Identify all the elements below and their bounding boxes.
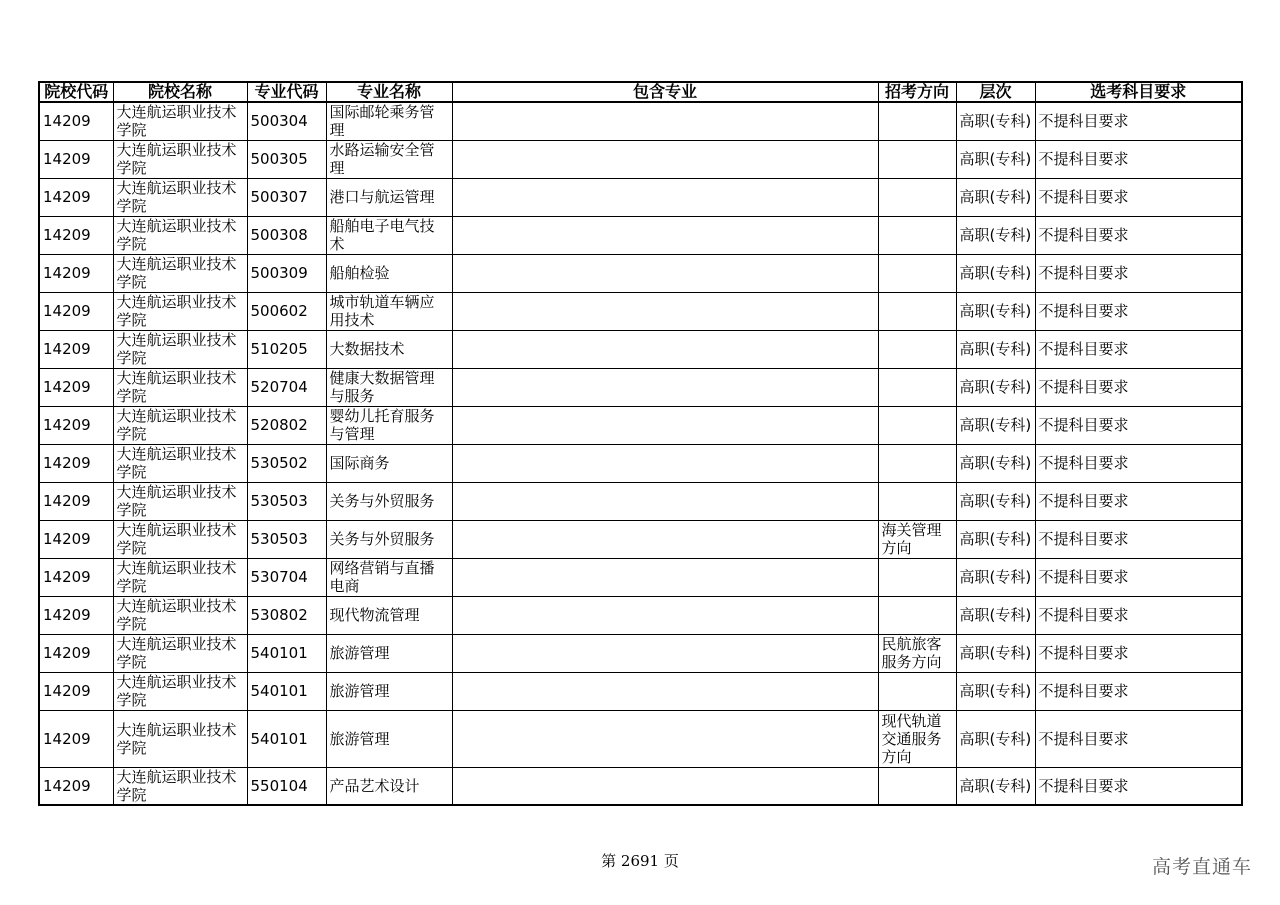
cell-school-name: 大连航运职业技术学院 bbox=[113, 710, 247, 767]
cell-major-code: 530704 bbox=[247, 558, 326, 596]
cell-major-code: 500304 bbox=[247, 102, 326, 140]
cell-major-code: 540101 bbox=[247, 634, 326, 672]
cell-level: 高职(专科) bbox=[956, 140, 1035, 178]
table-header-row bbox=[39, 82, 1242, 102]
cell-major-name: 国际邮轮乘务管理 bbox=[326, 102, 452, 140]
cell-level: 高职(专科) bbox=[956, 767, 1035, 805]
cell-major-name: 关务与外贸服务 bbox=[326, 482, 452, 520]
cell-major-name: 大数据技术 bbox=[326, 330, 452, 368]
cell-direction bbox=[878, 140, 956, 178]
cell-level: 高职(专科) bbox=[956, 596, 1035, 634]
cell-level: 高职(专科) bbox=[956, 672, 1035, 710]
cell-major-code: 520802 bbox=[247, 406, 326, 444]
cell-school-code: 14209 bbox=[39, 767, 113, 805]
table-row bbox=[39, 596, 1242, 634]
watermark-logo: 高考直通车 bbox=[1151, 856, 1252, 878]
table-row bbox=[39, 406, 1242, 444]
cell-school-name: 大连航运职业技术学院 bbox=[113, 634, 247, 672]
table-body bbox=[39, 102, 1242, 805]
cell-school-name: 大连航运职业技术学院 bbox=[113, 596, 247, 634]
table-row bbox=[39, 520, 1242, 558]
table-row bbox=[39, 292, 1242, 330]
cell-major-code: 500309 bbox=[247, 254, 326, 292]
table-row bbox=[39, 482, 1242, 520]
cell-major-code: 500305 bbox=[247, 140, 326, 178]
cell-direction: 现代轨道交通服务方向 bbox=[878, 710, 956, 767]
cell-included-majors bbox=[452, 406, 878, 444]
cell-direction bbox=[878, 178, 956, 216]
cell-major-code: 540101 bbox=[247, 710, 326, 767]
cell-school-code: 14209 bbox=[39, 558, 113, 596]
cell-level: 高职(专科) bbox=[956, 216, 1035, 254]
cell-major-name: 旅游管理 bbox=[326, 634, 452, 672]
cell-level: 高职(专科) bbox=[956, 102, 1035, 140]
cell-school-name: 大连航运职业技术学院 bbox=[113, 520, 247, 558]
cell-school-code: 14209 bbox=[39, 482, 113, 520]
cell-school-code: 14209 bbox=[39, 178, 113, 216]
cell-major-name: 旅游管理 bbox=[326, 710, 452, 767]
table-row bbox=[39, 330, 1242, 368]
cell-school-name: 大连航运职业技术学院 bbox=[113, 767, 247, 805]
cell-level: 高职(专科) bbox=[956, 520, 1035, 558]
cell-major-code: 500602 bbox=[247, 292, 326, 330]
cell-major-name: 船舶电子电气技术 bbox=[326, 216, 452, 254]
cell-direction bbox=[878, 596, 956, 634]
page-number: 第 2691 页 bbox=[601, 852, 679, 870]
cell-school-code: 14209 bbox=[39, 216, 113, 254]
cell-direction bbox=[878, 330, 956, 368]
cell-school-name: 大连航运职业技术学院 bbox=[113, 292, 247, 330]
cell-school-code: 14209 bbox=[39, 254, 113, 292]
cell-included-majors bbox=[452, 368, 878, 406]
cell-major-name: 网络营销与直播电商 bbox=[326, 558, 452, 596]
cell-direction: 海关管理方向 bbox=[878, 520, 956, 558]
table-row bbox=[39, 140, 1242, 178]
cell-direction bbox=[878, 216, 956, 254]
cell-major-name: 婴幼儿托育服务与管理 bbox=[326, 406, 452, 444]
cell-major-code: 530503 bbox=[247, 482, 326, 520]
table-row bbox=[39, 767, 1242, 805]
cell-major-name: 国际商务 bbox=[326, 444, 452, 482]
table-row bbox=[39, 216, 1242, 254]
cell-school-name: 大连航运职业技术学院 bbox=[113, 178, 247, 216]
cell-level: 高职(专科) bbox=[956, 178, 1035, 216]
cell-major-name: 旅游管理 bbox=[326, 672, 452, 710]
cell-subject-requirement: 不提科目要求 bbox=[1035, 767, 1242, 805]
header-major-name: 专业名称 bbox=[326, 82, 452, 102]
cell-school-name: 大连航运职业技术学院 bbox=[113, 216, 247, 254]
cell-subject-requirement: 不提科目要求 bbox=[1035, 482, 1242, 520]
cell-included-majors bbox=[452, 672, 878, 710]
cell-level: 高职(专科) bbox=[956, 634, 1035, 672]
cell-included-majors bbox=[452, 634, 878, 672]
cell-level: 高职(专科) bbox=[956, 406, 1035, 444]
cell-subject-requirement: 不提科目要求 bbox=[1035, 254, 1242, 292]
header-direction: 招考方向 bbox=[878, 82, 956, 102]
cell-school-code: 14209 bbox=[39, 710, 113, 767]
cell-subject-requirement: 不提科目要求 bbox=[1035, 520, 1242, 558]
cell-included-majors bbox=[452, 292, 878, 330]
cell-major-name: 城市轨道车辆应用技术 bbox=[326, 292, 452, 330]
cell-level: 高职(专科) bbox=[956, 444, 1035, 482]
table-row bbox=[39, 254, 1242, 292]
cell-major-code: 550104 bbox=[247, 767, 326, 805]
cell-school-name: 大连航运职业技术学院 bbox=[113, 140, 247, 178]
cell-major-code: 500307 bbox=[247, 178, 326, 216]
cell-major-name: 水路运输安全管理 bbox=[326, 140, 452, 178]
table-row bbox=[39, 710, 1242, 767]
cell-subject-requirement: 不提科目要求 bbox=[1035, 178, 1242, 216]
cell-direction bbox=[878, 102, 956, 140]
cell-direction bbox=[878, 482, 956, 520]
cell-direction: 民航旅客服务方向 bbox=[878, 634, 956, 672]
cell-included-majors bbox=[452, 178, 878, 216]
cell-school-name: 大连航运职业技术学院 bbox=[113, 406, 247, 444]
cell-major-name: 现代物流管理 bbox=[326, 596, 452, 634]
cell-included-majors bbox=[452, 482, 878, 520]
cell-major-name: 关务与外贸服务 bbox=[326, 520, 452, 558]
cell-included-majors bbox=[452, 216, 878, 254]
cell-subject-requirement: 不提科目要求 bbox=[1035, 140, 1242, 178]
cell-level: 高职(专科) bbox=[956, 292, 1035, 330]
cell-included-majors bbox=[452, 520, 878, 558]
admission-table bbox=[38, 81, 1243, 806]
cell-subject-requirement: 不提科目要求 bbox=[1035, 216, 1242, 254]
cell-school-code: 14209 bbox=[39, 368, 113, 406]
cell-subject-requirement: 不提科目要求 bbox=[1035, 406, 1242, 444]
cell-school-name: 大连航运职业技术学院 bbox=[113, 672, 247, 710]
cell-major-code: 530802 bbox=[247, 596, 326, 634]
cell-major-name: 船舶检验 bbox=[326, 254, 452, 292]
cell-subject-requirement: 不提科目要求 bbox=[1035, 368, 1242, 406]
cell-level: 高职(专科) bbox=[956, 254, 1035, 292]
cell-included-majors bbox=[452, 254, 878, 292]
cell-subject-requirement: 不提科目要求 bbox=[1035, 444, 1242, 482]
cell-direction bbox=[878, 558, 956, 596]
cell-major-name: 健康大数据管理与服务 bbox=[326, 368, 452, 406]
cell-included-majors bbox=[452, 102, 878, 140]
cell-included-majors bbox=[452, 710, 878, 767]
cell-school-code: 14209 bbox=[39, 520, 113, 558]
header-included-majors: 包含专业 bbox=[452, 82, 878, 102]
table-row bbox=[39, 634, 1242, 672]
table-row bbox=[39, 178, 1242, 216]
cell-subject-requirement: 不提科目要求 bbox=[1035, 102, 1242, 140]
cell-school-code: 14209 bbox=[39, 406, 113, 444]
cell-school-name: 大连航运职业技术学院 bbox=[113, 482, 247, 520]
cell-level: 高职(专科) bbox=[956, 368, 1035, 406]
cell-direction bbox=[878, 292, 956, 330]
cell-direction bbox=[878, 254, 956, 292]
header-subject-requirement: 选考科目要求 bbox=[1035, 82, 1242, 102]
cell-included-majors bbox=[452, 330, 878, 368]
cell-major-code: 540101 bbox=[247, 672, 326, 710]
cell-level: 高职(专科) bbox=[956, 710, 1035, 767]
header-major-code: 专业代码 bbox=[247, 82, 326, 102]
cell-major-code: 530503 bbox=[247, 520, 326, 558]
cell-subject-requirement: 不提科目要求 bbox=[1035, 710, 1242, 767]
cell-school-name: 大连航运职业技术学院 bbox=[113, 444, 247, 482]
cell-school-name: 大连航运职业技术学院 bbox=[113, 254, 247, 292]
table-row bbox=[39, 368, 1242, 406]
cell-direction bbox=[878, 406, 956, 444]
cell-subject-requirement: 不提科目要求 bbox=[1035, 558, 1242, 596]
cell-school-code: 14209 bbox=[39, 292, 113, 330]
cell-school-code: 14209 bbox=[39, 330, 113, 368]
table-row bbox=[39, 672, 1242, 710]
table-row bbox=[39, 558, 1242, 596]
cell-major-code: 530502 bbox=[247, 444, 326, 482]
cell-school-name: 大连航运职业技术学院 bbox=[113, 558, 247, 596]
cell-major-name: 产品艺术设计 bbox=[326, 767, 452, 805]
cell-included-majors bbox=[452, 444, 878, 482]
cell-level: 高职(专科) bbox=[956, 558, 1035, 596]
header-level: 层次 bbox=[956, 82, 1035, 102]
cell-subject-requirement: 不提科目要求 bbox=[1035, 292, 1242, 330]
table-row bbox=[39, 102, 1242, 140]
table-row bbox=[39, 444, 1242, 482]
cell-school-name: 大连航运职业技术学院 bbox=[113, 330, 247, 368]
cell-included-majors bbox=[452, 767, 878, 805]
cell-included-majors bbox=[452, 596, 878, 634]
cell-major-code: 500308 bbox=[247, 216, 326, 254]
cell-school-name: 大连航运职业技术学院 bbox=[113, 368, 247, 406]
cell-direction bbox=[878, 444, 956, 482]
cell-included-majors bbox=[452, 140, 878, 178]
cell-level: 高职(专科) bbox=[956, 330, 1035, 368]
cell-level: 高职(专科) bbox=[956, 482, 1035, 520]
cell-school-name: 大连航运职业技术学院 bbox=[113, 102, 247, 140]
cell-school-code: 14209 bbox=[39, 634, 113, 672]
cell-major-name: 港口与航运管理 bbox=[326, 178, 452, 216]
cell-school-code: 14209 bbox=[39, 672, 113, 710]
header-school-name: 院校名称 bbox=[113, 82, 247, 102]
cell-subject-requirement: 不提科目要求 bbox=[1035, 330, 1242, 368]
cell-included-majors bbox=[452, 558, 878, 596]
cell-subject-requirement: 不提科目要求 bbox=[1035, 672, 1242, 710]
cell-school-code: 14209 bbox=[39, 444, 113, 482]
cell-subject-requirement: 不提科目要求 bbox=[1035, 596, 1242, 634]
cell-subject-requirement: 不提科目要求 bbox=[1035, 634, 1242, 672]
cell-major-code: 510205 bbox=[247, 330, 326, 368]
cell-major-code: 520704 bbox=[247, 368, 326, 406]
cell-school-code: 14209 bbox=[39, 140, 113, 178]
cell-school-code: 14209 bbox=[39, 596, 113, 634]
header-school-code: 院校代码 bbox=[39, 82, 113, 102]
cell-direction bbox=[878, 368, 956, 406]
cell-direction bbox=[878, 672, 956, 710]
cell-direction bbox=[878, 767, 956, 805]
cell-school-code: 14209 bbox=[39, 102, 113, 140]
